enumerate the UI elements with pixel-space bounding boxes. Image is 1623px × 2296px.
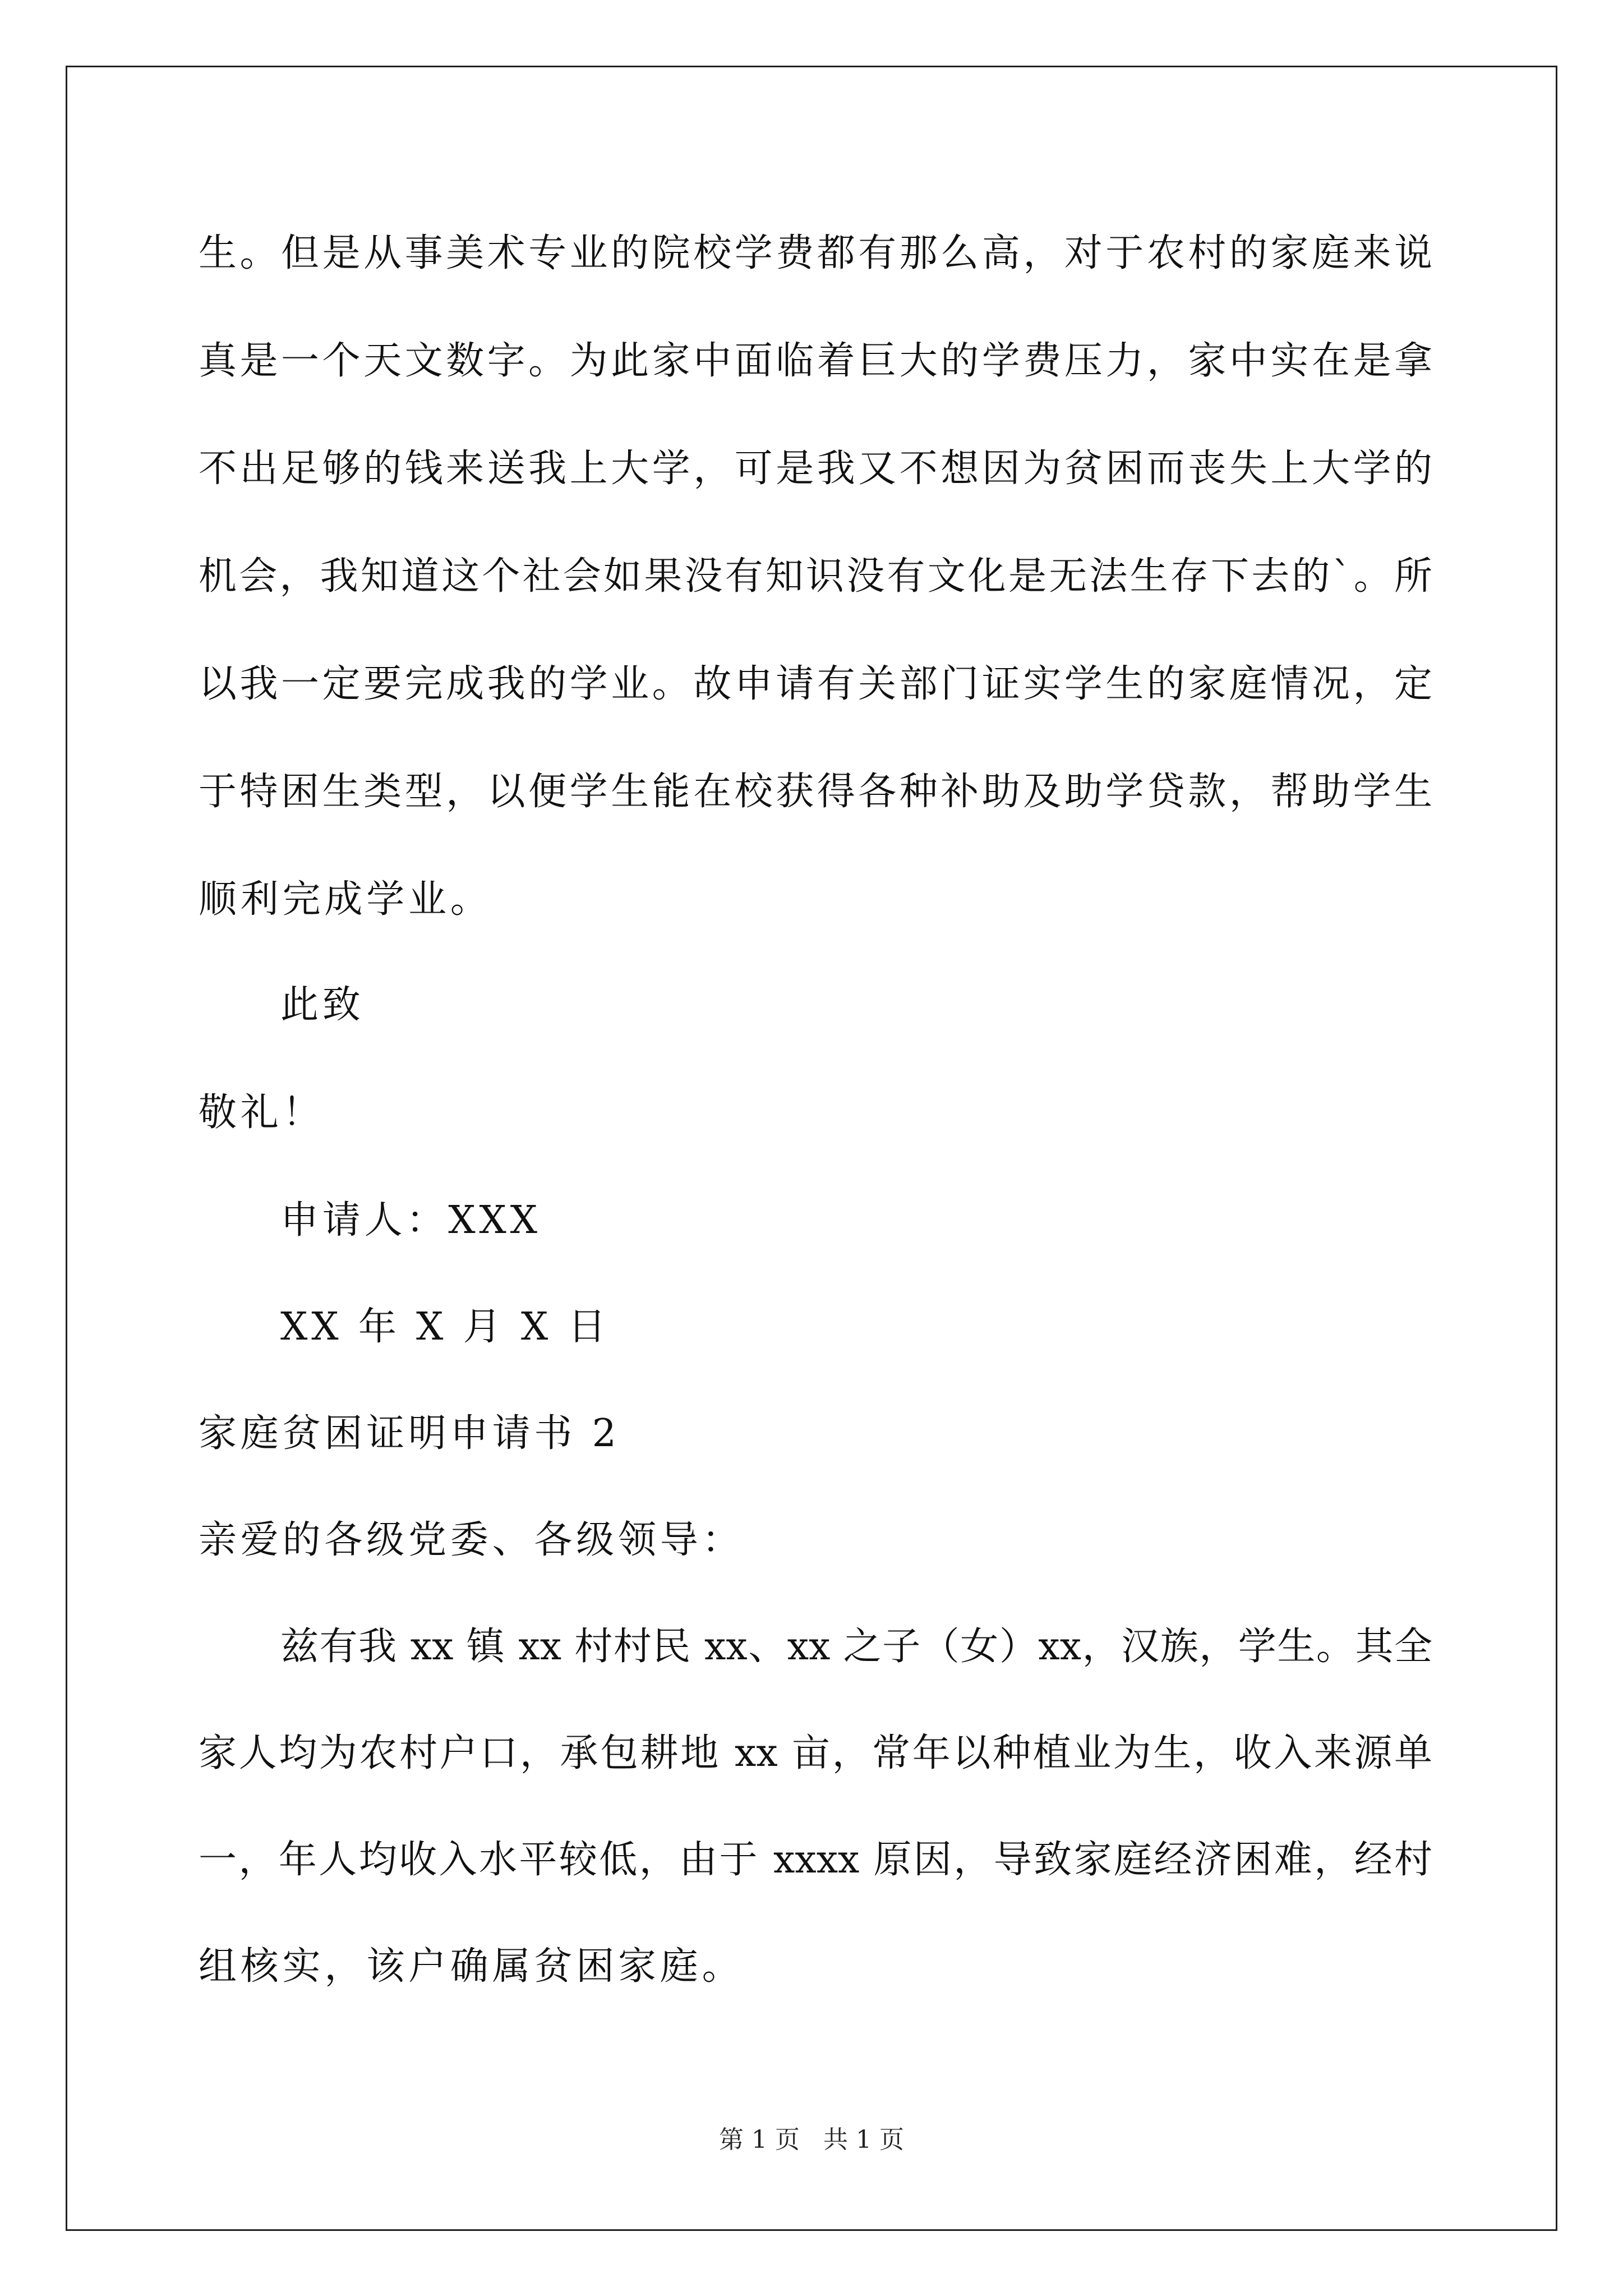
paragraph-line: 兹有我 xx 镇 xx 村村民 xx、xx 之子（女）xx，汉族，学生。其全 xyxy=(280,1625,1432,1669)
paragraph-line: 于特困生类型，以便学生能在校获得各种补助及助学贷款，帮助学生 xyxy=(199,770,1432,814)
page-border xyxy=(66,66,1557,2231)
paragraph-line: 机会，我知道这个社会如果没有知识没有文化是无法生存下去的`。所 xyxy=(199,554,1432,599)
application-date: XX 年 X 月 X 日 xyxy=(280,1305,610,1349)
salutation: 亲爱的各级党委、各级领导： xyxy=(199,1518,744,1562)
closing-jingli: 敬礼！ xyxy=(199,1091,325,1135)
applicant-name: 申请人：XXX xyxy=(280,1198,541,1243)
paragraph-line: 生。但是从事美术专业的院校学费都有那么高，对于农村的家庭来说 xyxy=(199,231,1432,275)
paragraph-line: 真是一个天文数字。为此家中面临着巨大的学费压力，家中实在是拿 xyxy=(199,339,1432,383)
paragraph-line: 不出足够的钱来送我上大学，可是我又不想因为贫困而丧失上大学的 xyxy=(199,447,1432,491)
paragraph-line: 一，年人均收入水平较低，由于 xxxx 原因，导致家庭经济困难，经村 xyxy=(199,1838,1432,1882)
page-footer: 第 1 页 共 1 页 xyxy=(719,2125,904,2154)
paragraph-line: 顺利完成学业。 xyxy=(199,877,492,922)
paragraph-line: 家人均为农村户口，承包耕地 xx 亩，常年以种植业为生，收入来源单 xyxy=(199,1731,1432,1775)
paragraph-line: 组核实，该户确属贫困家庭。 xyxy=(199,1944,744,1989)
section-title: 家庭贫困证明申请书 2 xyxy=(199,1411,620,1456)
paragraph-line: 以我一定要完成我的学业。故申请有关部门证实学生的家庭情况，定 xyxy=(199,662,1432,706)
closing-cizhi: 此致 xyxy=(280,983,365,1027)
